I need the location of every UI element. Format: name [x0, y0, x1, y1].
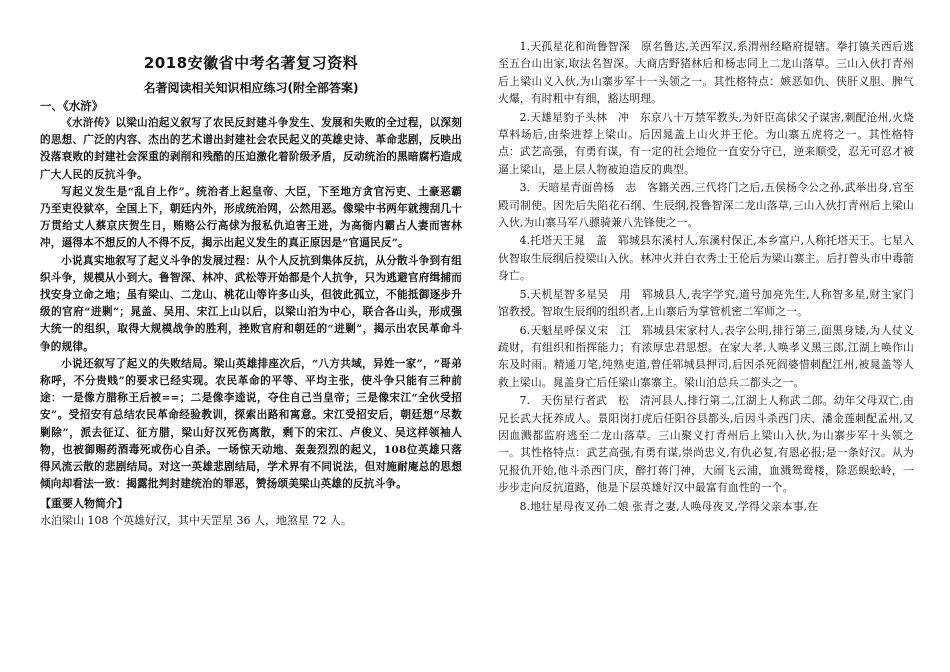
character-entry: 1.天孤星花和尚鲁智深 原名鲁达,关西军汉,系渭州经略府提辖。拳打镇关西后逃至五台山出家,取法名智深。大商店野猪林后和杨志同上二龙山落草。三山入伙打青州后上梁山义入伙,为山寨步军十一头领之一。其性格特点：嫉恶如仇、侠肝义胆、脾气火爆，有时粗中有细，豁达明理。	[498, 40, 914, 106]
uprising-failure-paragraph: 小说还叙写了起义的失败结局。梁山英雄排座次后，“八方共域，异姓一家”，“哥弟称呼，不分贵贱”的要求已经实现。农民革命的平等、平均主张，使斗争只能有三种前途：一是像方腊称王后被==；二是像李逵说，夺住自己当皇帝；三是像宋江“全伙受招安”。受招安有总结农民革命经验教训，探索出路和寓意。宋江受招安后，朝廷想“尽数剿除”，派去征辽、征方腊，梁山好汉死伤离散，剩下的宋江、卢俊义、吴这样领袖人物，也被御赐药酒毒死或伤心自杀。一场惊天动地、轰轰烈烈的起义，108位英雄只落得风流云散的悲剧结局。对这一英雄悲剧结局，学术界有不同说法，但对施耐庵总的思想倾向却看法一致：揭露批判封建统治的罪恶，赞扬颂美梁山英雄的反抗斗争。	[40, 357, 462, 491]
character-entry: 7. 天伤星行者武 松 清河县人,排行第二,江湖上人称武二郎。幼年父母双亡,由兄长武大抚养成人。景阳岗打虎后任阳谷县都头,后因斗杀西门庆、潘金莲刺配孟州,又因血溅都监府逃至二龙山落草。三山聚义打青州后上梁山入伙,为山寨步军十头领之一。其性格特点：武艺高强,有勇有谋,崇尚忠义,有仇必复,有恩必报;是一条好汉。从为兄报仇开始,他斗杀西门庆，醉打蒋门神，大闹飞云浦，血溅鸳鸯楼，除恶蜈蚣岭，一步步走向反抗道路，他是下层英雄好汉中最富有血性的一个。	[498, 394, 914, 495]
character-entry: 5.天机星智多星吴 用 郓城县人,表字学究,道号加亮先生,人称智多星,财主家门馆教授。智取生辰纲的组织者,上山寨后为掌管机密二军师之一。	[498, 287, 914, 319]
left-column	[40, 52, 462, 530]
uprising-development-paragraph: 小说真实地叙写了起义斗争的发展过程：从个人反抗到集体反抗，从分散斗争到有组织斗争，规模从小到大。鲁智深、林冲、武松等开始都是个人抗争，只为逃避官府缉捕而找安身立命之地；虽有梁山、二龙山、桃花山等许多山头，但彼此孤立，不能抵御逐步升级的官府“进剿”；晁盖、吴用、宋江上山以后，以梁山泊为中心，联合各山头，形成强大统一的组织，取得大规模战争的胜利，挫败官府和朝廷的“进剿”，揭示出农民革命斗争的规律。	[40, 254, 462, 353]
character-entry: 8.地壮星母夜叉孙二娘 张青之妻,人唤母夜叉,学得父亲本事,在	[519, 499, 819, 513]
character-entry: 3．天暗星青面兽杨 志 客籍关西,三代将门之后,五侯杨令公之孙,武举出身,官至殿司制使。因先后失陷花石纲、生辰纲,投鲁智深二龙山落草,三山入伙打青州后上梁山入伙,为山寨马军八骠骑兼八先锋使之一。	[498, 181, 914, 230]
character-entry: 6.天魁星呼保义宋 江 郓城县宋家村人,表字公明,排行第三,面黑身矮,为人仗义疏财，有组织和指挥能力；有浓厚忠君思想。在家大孝,人唤孝义黑三郎,江湖上唤作山东及时雨。精通刀笔,纯熟吏道,曾任郓城县押司,后因杀死阎婆惜刺配江州,被晁盖等人救上梁山。晁盖身亡后任梁山寨寨主。梁山泊总兵二都头之一。	[498, 323, 914, 389]
uprising-cause-paragraph: 写起义发生是“乱自上作”。统治者上起皇帝、大臣，下至地方贪官污吏、土豪恶霸乃至吏役狱卒，全国上下，朝廷内外，形成统治网，公然用恶。像梁中书两年就搜刮几十万贯给丈人蔡京庆贺生日，贿赂公行高俅为报私仇迫害王进，为高衙内霸占人妻而害林冲，逼得本不想反的人不得不反，揭示出起义发生的真正原因是“官逼民反”。	[40, 185, 462, 250]
people-heading: 【重要人物简介】	[40, 497, 128, 511]
document-subtitle: 名著阅读相关知识相应练习(附全部答案)	[143, 81, 359, 95]
section-heading-shuihu: 一、《水浒》	[40, 99, 104, 113]
intro-paragraph: 《水浒传》以梁山泊起义叙写了农民反封建斗争发生、发展和失败的全过程，以深刻的思想、广泛的内容、杰出的艺术谱出封建社会农民起义的英雄史诗、革命悲剧，反映出没落衰败的封建社会深重的剥削和残酷的压迫激化着阶级矛盾，反动统治的黑暗腐朽造成广大人民的反抗斗争。	[40, 117, 462, 181]
document-title: 2018安徽省中考名著复习资料	[143, 54, 359, 72]
people-intro: 水泊梁山 108 个英雄好汉，其中天罡星 36 人，地煞星 72 人。	[40, 514, 352, 528]
right-column	[498, 38, 914, 516]
character-entry: 4.托塔天王晁 盖 郓城县东溪村人,东溪村保正,本乡富户,人称托塔天王。七星入伙智取生辰纲后投梁山入伙。林冲火并白衣秀士王伦后为梁山寨主。后打曾头市中毒箭身亡。	[498, 234, 914, 283]
character-entry: 2.天雄星豹子头林 冲 东京八十万禁军教头,为奸臣高俅父子谋害,刺配沧州,火烧草料场后,由柴进荐上梁山。后因晁盖上山火并王伦。为山寨五虎将之一。其性格特点：武艺高强，有勇有谋，有一定的社会地位一直安分守已，逆来顺受，忍无可忍才被逼上梁山，是上层人物被迫造反的典型。	[498, 110, 914, 176]
